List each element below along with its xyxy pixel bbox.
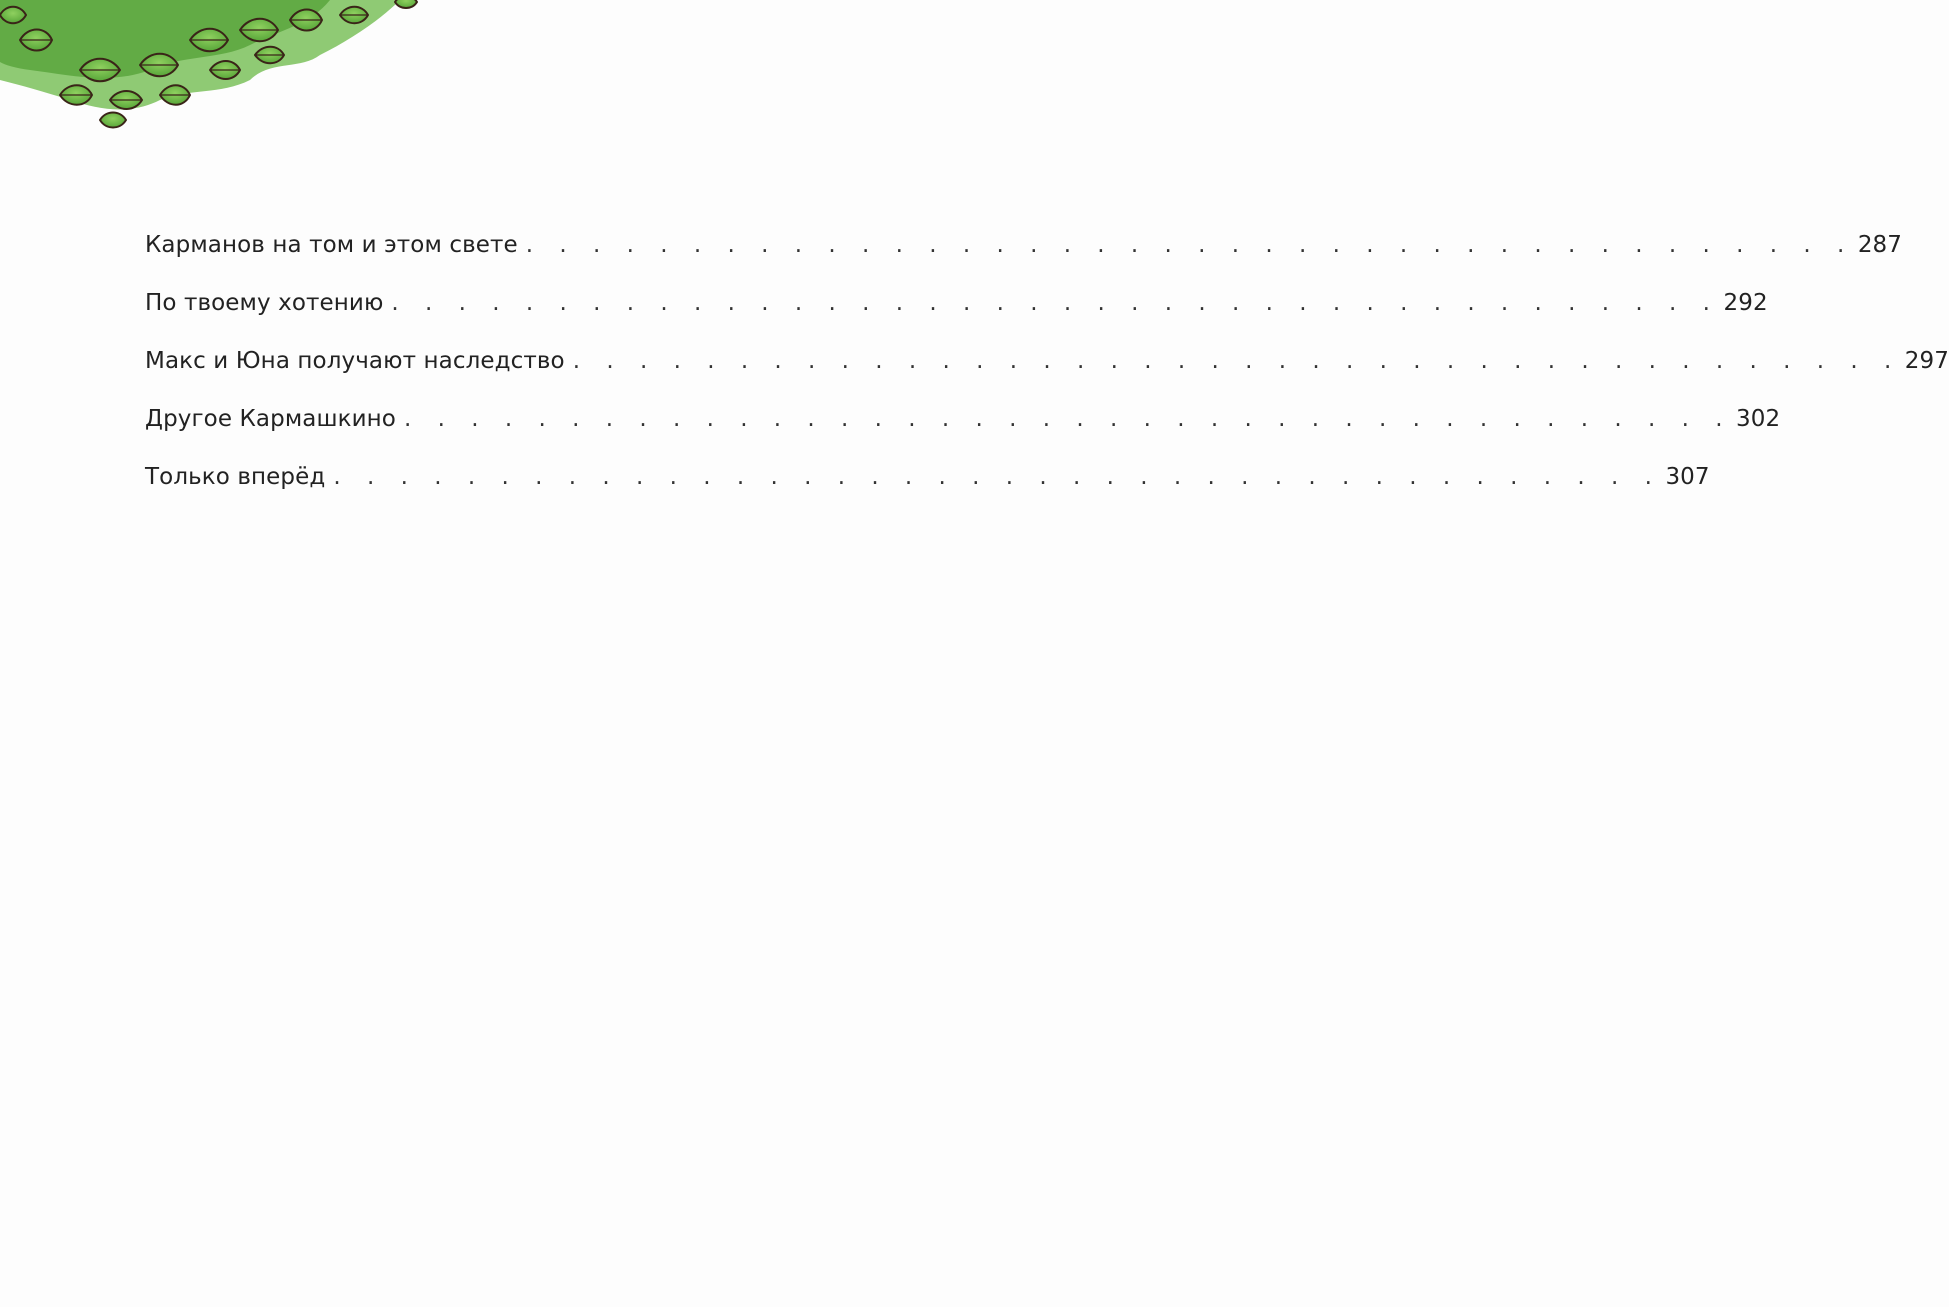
toc-entry-title: Другое Кармашкино xyxy=(145,406,396,432)
toc-entry-page: 292 xyxy=(1723,290,1768,316)
table-of-contents xyxy=(145,232,1949,522)
leaves-illustration xyxy=(0,0,430,140)
toc-entry[interactable] xyxy=(145,348,1949,406)
toc-leader-dots: . . . . . . . . . . . . . . . . . . . . . . . . . . . . . . . . . . . . . . . . xyxy=(391,290,1720,316)
toc-entry-page: 287 xyxy=(1857,232,1903,258)
toc-entry-title: По твоему хотению xyxy=(145,290,384,316)
toc-entry-title: Карманов на том и этом свете xyxy=(145,232,518,258)
toc-entry-title: Макс и Юна получают наследство xyxy=(145,348,565,374)
toc-leader-dots: . . . . . . . . . . . . . . . . . . . . . . . . . . . . . . . . . . . . . . . . xyxy=(403,406,1733,432)
toc-entry[interactable] xyxy=(145,232,1903,290)
toc-leader-dots: . . . . . . . . . . . . . . . . . . . . . . . . . . . . . . . . . . . . . . . . xyxy=(333,464,1662,490)
toc-entry-title: Только вперёд xyxy=(145,464,326,490)
toc-entry-page: 297 xyxy=(1904,348,1949,374)
toc-entry[interactable] xyxy=(145,290,1768,348)
toc-entry[interactable] xyxy=(145,406,1781,464)
toc-entry-page: 307 xyxy=(1665,464,1710,490)
toc-leader-dots: . . . . . . . . . . . . . . . . . . . . . . . . . . . . . . . . . . . . . . . . xyxy=(572,348,1901,374)
toc-entry-page: 302 xyxy=(1736,406,1781,432)
toc-entry[interactable] xyxy=(145,464,1710,522)
toc-leader-dots: . . . . . . . . . . . . . . . . . . . . . . . . . . . . . . . . . . . . . . . . xyxy=(525,232,1854,258)
